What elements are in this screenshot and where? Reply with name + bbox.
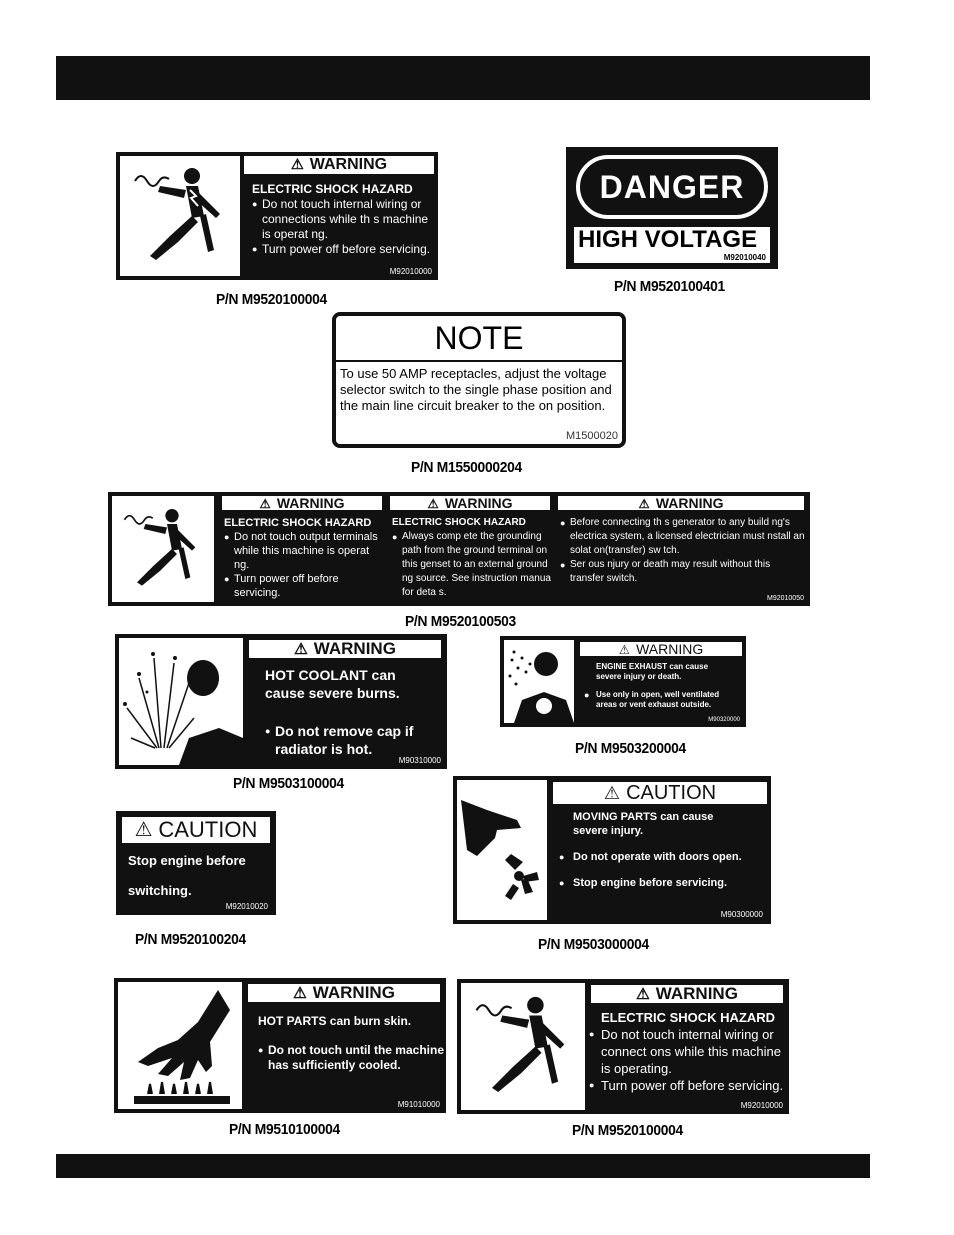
part-number: P/N M9520100204: [135, 931, 246, 948]
moving-parts-picture: [455, 778, 549, 922]
exhaust-fumes-icon: [504, 640, 574, 723]
decal-code: M92010000: [389, 267, 432, 276]
header-text: WARNING: [636, 641, 704, 657]
decal-code: M90310000: [398, 756, 441, 765]
warning-triangle-icon: ⚠: [618, 642, 631, 657]
warning-triangle-icon: ⚠: [294, 640, 308, 658]
decal-code: M92010050: [767, 595, 804, 602]
header-text: CAUTION: [626, 781, 717, 804]
decal-header-1: [220, 494, 384, 512]
bullet-1: ● Do not touch internal wiring or connections while th s machine is operat ng.: [252, 197, 432, 242]
decal-code: M92010000: [740, 1101, 783, 1110]
note-code: M1500020: [566, 430, 618, 442]
header-text: CAUTION: [158, 817, 258, 842]
warning-triangle-icon: ⚠: [293, 984, 307, 1002]
line-1: Stop engine before: [128, 853, 246, 868]
part-number: P/N M9520100004: [216, 291, 327, 308]
decal-header: [242, 154, 436, 176]
part-number: P/N M1550000204: [411, 459, 522, 476]
shock-picture: [459, 981, 587, 1112]
note-decal: [332, 312, 626, 448]
electric-shock-figure-icon: [112, 496, 212, 602]
decal-text: [252, 182, 432, 257]
hot-coolant-spray-icon: [119, 638, 243, 765]
decal-header: [589, 983, 785, 1005]
decal-header: [551, 780, 769, 806]
col1-bullet-1: ● Do not touch output terminals while this machine is operat ng.: [224, 530, 384, 572]
decal-code: M90320000: [708, 717, 740, 723]
header-text: WARNING: [312, 983, 395, 1002]
decal-text: [559, 810, 749, 890]
danger-oval: [576, 155, 768, 219]
shock-warning-decal: [116, 152, 438, 280]
warning-triangle-icon: ⚠: [427, 496, 439, 511]
col3-text: [560, 516, 806, 586]
decal-text: [265, 666, 435, 758]
bullet-1: ● Do not touch internal wiring or connect ons while this machine is operating.: [589, 1026, 785, 1077]
danger-title: DANGER: [599, 168, 745, 205]
header-bar: [56, 56, 870, 100]
decal-header: [578, 640, 744, 658]
triple-warning-decal: [108, 492, 810, 606]
electric-shock-figure-icon: [461, 983, 585, 1110]
decal-code: M92010020: [225, 902, 268, 911]
line-1: ENGINE EXHAUST can cause severe injury or death.: [596, 662, 709, 681]
decal-header: [247, 638, 443, 660]
header-text: WARNING: [655, 984, 738, 1003]
moving-parts-decal: [453, 776, 771, 924]
header-text: WARNING: [313, 639, 396, 658]
decal-code: M90300000: [720, 910, 763, 919]
part-number: P/N M9503200004: [575, 740, 686, 757]
exhaust-picture: [502, 638, 576, 725]
col1-text: [224, 516, 384, 600]
hot-parts-decal: [114, 978, 446, 1113]
bullet-1: ● Do not touch until the machine has sufficiently cooled.: [258, 1043, 444, 1073]
warning-triangle-icon: ⚠: [638, 496, 650, 511]
col2-bullet-1: ● Always comp ete the grounding path from the ground terminal on this genset to an external ground ng source. See instruction manua for deta s.: [392, 530, 552, 600]
header-text: WARNING: [444, 495, 513, 511]
decal-text: [258, 1014, 444, 1073]
warning-triangle-icon: ⚠: [636, 985, 650, 1003]
fan-hand-icon: [457, 780, 547, 920]
bullet-1: ● Do not remove cap if radiator is hot.: [265, 722, 435, 758]
part-number: P/N M9510100004: [229, 1121, 340, 1138]
shock-picture: [118, 154, 242, 278]
col3-bullet-1: ● Before connecting th s generator to any build ng's electrica system, a licensed electrician must nstall an solat on(transfer) sw tch.: [560, 516, 806, 558]
header-text: WARNING: [655, 495, 724, 511]
decal-text: [584, 662, 734, 710]
warning-triangle-icon: ⚠: [259, 496, 271, 511]
hot-parts-picture: [116, 980, 244, 1111]
header-text: WARNING: [276, 495, 345, 511]
electric-shock-figure-icon: [120, 156, 240, 276]
danger-subpanel: [572, 225, 772, 265]
part-number: P/N M9520100401: [614, 278, 725, 295]
decal-header-2: [388, 494, 552, 512]
bullet-1: ● Do not operate with doors open.: [559, 850, 749, 864]
decal-header: [246, 982, 442, 1004]
danger-decal: [566, 147, 778, 269]
col2-text: [392, 516, 552, 600]
line-1: MOVING PARTS can cause severe injury.: [573, 811, 714, 837]
line-2: switching.: [128, 883, 192, 898]
title-text: ELECTRIC SHOCK HAZARD: [252, 182, 413, 196]
shock-warning-decal-large: [457, 979, 789, 1114]
shock-picture: [110, 494, 216, 604]
bullet-2: ● Turn power off before servicing.: [252, 242, 432, 257]
danger-code: M92010040: [723, 253, 766, 262]
title-text: ELECTRIC SHOCK HAZARD: [601, 1010, 776, 1025]
bullet-1: ● Use only in open, well ventilated areas or vent exhaust outside.: [584, 690, 734, 710]
line-1: HOT COOLANT can cause severe burns.: [265, 667, 400, 701]
hot-coolant-decal: [115, 634, 447, 769]
col2-title: ELECTRIC SHOCK HAZARD: [392, 517, 526, 528]
col1-title: ELECTRIC SHOCK HAZARD: [224, 517, 372, 529]
engine-exhaust-decal: [500, 636, 746, 727]
bullet-2: ● Turn power off before servicing.: [589, 1077, 785, 1094]
line-1: HOT PARTS can burn skin.: [258, 1014, 412, 1028]
hand-hot-surface-icon: [118, 982, 242, 1109]
col3-bullet-2: ● Ser ous njury or death may result without this transfer switch.: [560, 558, 806, 586]
bullet-2: ● Stop engine before servicing.: [559, 876, 749, 890]
warning-triangle-icon: ⚠: [290, 157, 304, 173]
decal-text: [589, 1009, 785, 1094]
col1-bullet-2: ● Turn power off before servicing.: [224, 572, 384, 600]
decal-code: M91010000: [397, 1100, 440, 1109]
footer-bar: [56, 1154, 870, 1178]
part-number: P/N M9520100004: [572, 1122, 683, 1139]
note-title: NOTE: [336, 316, 622, 362]
warning-triangle-icon: ⚠: [603, 782, 621, 803]
decal-header: [120, 815, 272, 845]
caution-switching-decal: [116, 811, 276, 915]
header-text: WARNING: [309, 156, 388, 173]
coolant-picture: [117, 636, 245, 767]
part-number: P/N M9520100503: [405, 613, 516, 630]
part-number: P/N M9503100004: [233, 775, 344, 792]
warning-triangle-icon: ⚠: [134, 819, 153, 841]
part-number: P/N M9503000004: [538, 936, 649, 953]
danger-subtitle: HIGH VOLTAGE: [578, 226, 758, 253]
decal-header-3: [556, 494, 806, 512]
note-body: To use 50 AMP receptacles, adjust the voltage selector switch to the single phase position and the main line circuit breaker to the on position.: [340, 366, 612, 413]
